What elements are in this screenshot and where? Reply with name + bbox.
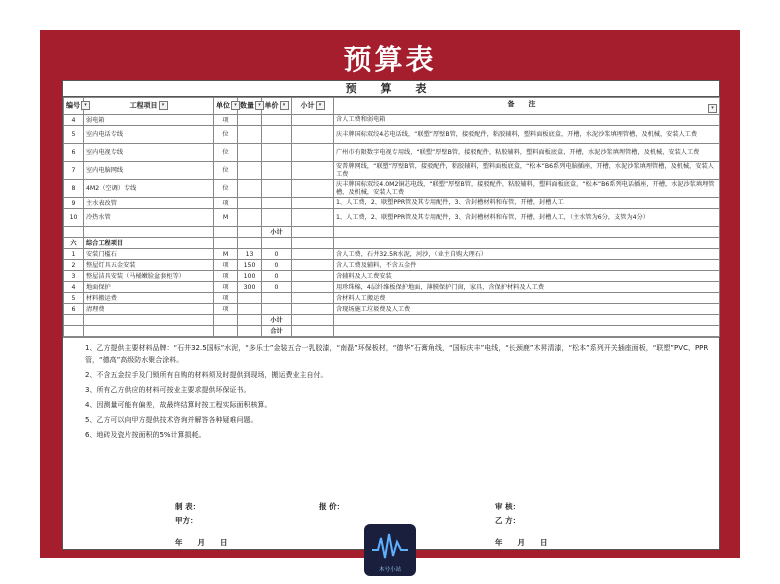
table-row bbox=[64, 180, 720, 198]
row-no: 5 bbox=[64, 293, 84, 304]
empty-cell bbox=[214, 227, 238, 238]
row-remark: 安普牌网线，“联塑”厚壁B管，接驳配件，粘胶辅料，塑料面板底盒，“松本”B6系列电脑插座，开槽，水泥沙浆填埋管槽，及机械，安装人工费 bbox=[334, 162, 720, 180]
table-row bbox=[64, 260, 720, 271]
date-left: 年 月 日 bbox=[175, 538, 228, 547]
row-unit: 项 bbox=[214, 198, 238, 209]
row-no: 4 bbox=[64, 282, 84, 293]
empty-cell bbox=[292, 227, 334, 238]
row-remark: 广州市有限数字电视专用线，“联塑”厚壁B管，接驳配件，粘胶辅料，塑料面板底盒，开槽，水泥沙浆填埋管槽，及机械，安装人工费 bbox=[334, 144, 720, 162]
party-a-label: 甲方： bbox=[175, 516, 198, 525]
row-unit: 项 bbox=[214, 115, 238, 126]
section-header-row bbox=[64, 238, 720, 249]
row-remark: 含材料人工搬运费 bbox=[334, 293, 720, 304]
row-price bbox=[262, 293, 292, 304]
empty-cell bbox=[238, 238, 262, 249]
header-qty[interactable]: 数量 ▾ bbox=[238, 98, 262, 115]
note-item: 2、不含五金拉手及门锁所有自购的材料须及时提供到现场，搬运费业主自付。 bbox=[85, 371, 328, 379]
header-subtotal[interactable]: 小计 ▾ bbox=[292, 98, 334, 115]
row-subtotal bbox=[292, 282, 334, 293]
filter-dropdown-icon: ▾ bbox=[159, 101, 168, 110]
row-qty bbox=[238, 209, 262, 227]
empty-cell bbox=[214, 238, 238, 249]
table-row bbox=[64, 144, 720, 162]
empty-cell bbox=[64, 326, 84, 337]
row-price bbox=[262, 209, 292, 227]
row-price: 0 bbox=[262, 260, 292, 271]
row-price: 0 bbox=[262, 282, 292, 293]
section-title: 综合工程项目 bbox=[84, 238, 214, 249]
table-row bbox=[64, 282, 720, 293]
row-no: 4 bbox=[64, 115, 84, 126]
row-unit: 位 bbox=[214, 162, 238, 180]
header-no[interactable]: 编号 ▾ bbox=[64, 98, 84, 115]
row-price bbox=[262, 144, 292, 162]
row-price bbox=[262, 304, 292, 315]
row-subtotal bbox=[292, 144, 334, 162]
row-no: 2 bbox=[64, 260, 84, 271]
row-no: 9 bbox=[64, 198, 84, 209]
row-remark: 用珍珠棉，4层纤维板保护地面，薄膜保护门窗，家具，含保护材料及人工费 bbox=[334, 282, 720, 293]
row-no: 1 bbox=[64, 249, 84, 260]
header-price[interactable]: 单价 ▾ bbox=[262, 98, 292, 115]
row-subtotal bbox=[292, 198, 334, 209]
budget-table bbox=[63, 97, 720, 337]
table-row bbox=[64, 293, 720, 304]
table-row bbox=[64, 304, 720, 315]
row-qty bbox=[238, 115, 262, 126]
site-logo bbox=[364, 524, 416, 576]
row-unit: 项 bbox=[214, 293, 238, 304]
row-subtotal bbox=[292, 115, 334, 126]
empty-cell bbox=[334, 315, 720, 326]
filter-dropdown-icon: ▾ bbox=[316, 101, 325, 110]
note-item: 4、因测量可能有偏差，故最终结算时按工程实际面积核算。 bbox=[85, 401, 272, 409]
row-no: 6 bbox=[64, 144, 84, 162]
row-qty bbox=[238, 162, 262, 180]
row-item: 弱电箱 bbox=[84, 115, 214, 126]
row-qty bbox=[238, 293, 262, 304]
budget-sheet bbox=[62, 80, 720, 550]
empty-cell bbox=[64, 315, 84, 326]
row-item: 整屋洁具安装（马桶嫩脸盆套柜等） bbox=[84, 271, 214, 282]
row-subtotal bbox=[292, 209, 334, 227]
empty-cell bbox=[214, 326, 238, 337]
party-b-label: 乙 方： bbox=[495, 516, 521, 525]
filter-dropdown-icon: ▾ bbox=[255, 101, 264, 110]
row-unit: 位 bbox=[214, 180, 238, 198]
row-remark: 含人工费及辅料，不含五金件 bbox=[334, 260, 720, 271]
row-price: 0 bbox=[262, 271, 292, 282]
row-qty bbox=[238, 304, 262, 315]
note-item: 1、乙方提供主要材料品牌：“石井32.5国标”水泥，“多乐士”金装五合一乳胶漆，“南磊”环保板材，“德华”石膏角线，“国标庆丰”电线，“长颈鹿”木昇清漆，“松本”系列开关插座面板，“联塑”PVC、PPR管，“德高”高级防水聚合涂料。 bbox=[85, 344, 709, 364]
row-subtotal bbox=[292, 260, 334, 271]
sheet-title: 预 算 表 bbox=[63, 81, 719, 97]
empty-cell bbox=[262, 238, 292, 249]
total-row bbox=[64, 326, 720, 337]
row-item: 地面保护 bbox=[84, 282, 214, 293]
row-no: 3 bbox=[64, 271, 84, 282]
total-label: 合计 bbox=[262, 326, 292, 337]
subtotal-row bbox=[64, 227, 720, 238]
row-qty: 100 bbox=[238, 271, 262, 282]
row-item: 冷热水管 bbox=[84, 209, 214, 227]
red-frame bbox=[40, 30, 740, 558]
row-unit: 项 bbox=[214, 271, 238, 282]
empty-cell bbox=[238, 326, 262, 337]
row-subtotal bbox=[292, 304, 334, 315]
table-row bbox=[64, 115, 720, 126]
quoted-by-label: 报 价： bbox=[319, 502, 345, 511]
section-no: 六 bbox=[64, 238, 84, 249]
row-price bbox=[262, 126, 292, 144]
table-row bbox=[64, 126, 720, 144]
empty-cell bbox=[334, 227, 720, 238]
row-price bbox=[262, 115, 292, 126]
note-item: 3、所有乙方供应的材料可按业主要求提供环保证书。 bbox=[85, 386, 251, 394]
notes-section bbox=[63, 337, 719, 441]
row-unit: M bbox=[214, 209, 238, 227]
page-title: 预算表 bbox=[343, 43, 437, 76]
row-price: 0 bbox=[262, 249, 292, 260]
row-no: 8 bbox=[64, 180, 84, 198]
empty-cell bbox=[292, 238, 334, 249]
row-qty bbox=[238, 126, 262, 144]
row-remark: 含辅料及人工费安装 bbox=[334, 271, 720, 282]
row-subtotal bbox=[292, 126, 334, 144]
reviewed-by-label: 审 核： bbox=[495, 502, 521, 511]
empty-cell bbox=[334, 326, 720, 337]
row-unit: M bbox=[214, 249, 238, 260]
empty-cell bbox=[292, 315, 334, 326]
row-item: 主水表改管 bbox=[84, 198, 214, 209]
row-no: 7 bbox=[64, 162, 84, 180]
filter-dropdown-icon: ▾ bbox=[81, 101, 90, 110]
table-row bbox=[64, 271, 720, 282]
row-remark: 含人工费，石井32.5R水泥，河沙，（业主自购大理石） bbox=[334, 249, 720, 260]
table-header-row bbox=[64, 98, 720, 115]
row-qty: 13 bbox=[238, 249, 262, 260]
table-row bbox=[64, 249, 720, 260]
note-item: 6、地砖及瓷片按面积的5%计算损耗。 bbox=[85, 431, 206, 439]
row-item: 材料搬运费 bbox=[84, 293, 214, 304]
row-no: 5 bbox=[64, 126, 84, 144]
table-row bbox=[64, 198, 720, 209]
row-unit: 项 bbox=[214, 260, 238, 271]
row-item: 4M2（空调）专线 bbox=[84, 180, 214, 198]
empty-cell bbox=[84, 315, 214, 326]
empty-cell bbox=[238, 227, 262, 238]
row-qty bbox=[238, 198, 262, 209]
row-price bbox=[262, 162, 292, 180]
empty-cell bbox=[292, 326, 334, 337]
row-item: 室内电话专线 bbox=[84, 126, 214, 144]
header-unit[interactable]: 单位 ▾ bbox=[214, 98, 238, 115]
row-subtotal bbox=[292, 162, 334, 180]
empty-cell bbox=[238, 315, 262, 326]
row-remark: 1、人工费，2、联塑PPR管及其专用配件，3、含封槽材料和布管，开槽，封槽人工 bbox=[334, 198, 720, 209]
row-qty: 300 bbox=[238, 282, 262, 293]
prepared-by-label: 制 表： bbox=[175, 502, 201, 511]
logo-text: 木兮小站 bbox=[378, 567, 401, 573]
row-unit: 项 bbox=[214, 282, 238, 293]
row-subtotal bbox=[292, 271, 334, 282]
row-remark: 含人工费和弱电箱 bbox=[334, 115, 720, 126]
table-row bbox=[64, 162, 720, 180]
row-price bbox=[262, 198, 292, 209]
table-row bbox=[64, 209, 720, 227]
row-unit: 位 bbox=[214, 126, 238, 144]
empty-cell bbox=[84, 227, 214, 238]
row-qty: 150 bbox=[238, 260, 262, 271]
empty-cell bbox=[84, 326, 214, 337]
row-qty bbox=[238, 180, 262, 198]
subtotal-row bbox=[64, 315, 720, 326]
row-unit: 位 bbox=[214, 144, 238, 162]
row-unit: 项 bbox=[214, 304, 238, 315]
header-remark[interactable]: 备 注 ▾ bbox=[334, 98, 720, 115]
row-item: 安装门槛石 bbox=[84, 249, 214, 260]
row-no: 6 bbox=[64, 304, 84, 315]
subtotal-label: 小计 bbox=[262, 315, 292, 326]
note-item: 5、乙方可以向甲方提供技术咨询并解答各种疑难问题。 bbox=[85, 416, 258, 424]
filter-dropdown-icon: ▾ bbox=[231, 101, 240, 110]
date-right: 年 月 日 bbox=[495, 538, 548, 547]
row-item: 室内电视专线 bbox=[84, 144, 214, 162]
empty-cell bbox=[64, 227, 84, 238]
row-price bbox=[262, 180, 292, 198]
row-qty bbox=[238, 144, 262, 162]
empty-cell bbox=[334, 238, 720, 249]
filter-dropdown-icon: ▾ bbox=[280, 101, 289, 110]
header-item[interactable]: 工程项目 ▾ bbox=[84, 98, 214, 115]
row-no: 10 bbox=[64, 209, 84, 227]
row-remark: 庆丰牌国标双绞4芯电话线，“联塑”厚壁B管，接驳配件，粘胶辅料，塑料面板底盒，开槽，水泥沙浆填埋管槽，及机械，安装人工费 bbox=[334, 126, 720, 144]
row-item: 整屋灯具五金安装 bbox=[84, 260, 214, 271]
row-remark: 含现场施工垃圾费及人工费 bbox=[334, 304, 720, 315]
subtotal-label: 小计 bbox=[262, 227, 292, 238]
row-item: 室内电脑网线 bbox=[84, 162, 214, 180]
waveform-icon bbox=[370, 530, 410, 564]
row-item: 清理费 bbox=[84, 304, 214, 315]
row-remark: 庆丰牌国标双绞4.0M2铜芯电线，“联塑”厚壁B管，接驳配件，粘胶辅料，塑料面板底盒，“松本”B6系列电话插座，开槽，水泥沙浆填埋管槽，及机械，安装人工费 bbox=[334, 180, 720, 198]
filter-dropdown-icon: ▾ bbox=[708, 104, 717, 113]
row-subtotal bbox=[292, 293, 334, 304]
row-subtotal bbox=[292, 249, 334, 260]
row-remark: 1、人工费，2、联塑PPR管及其专用配件，3、含封槽材料和布管，开槽，封槽人工，（主水管为6分，支管为4分） bbox=[334, 209, 720, 227]
row-subtotal bbox=[292, 180, 334, 198]
empty-cell bbox=[214, 315, 238, 326]
